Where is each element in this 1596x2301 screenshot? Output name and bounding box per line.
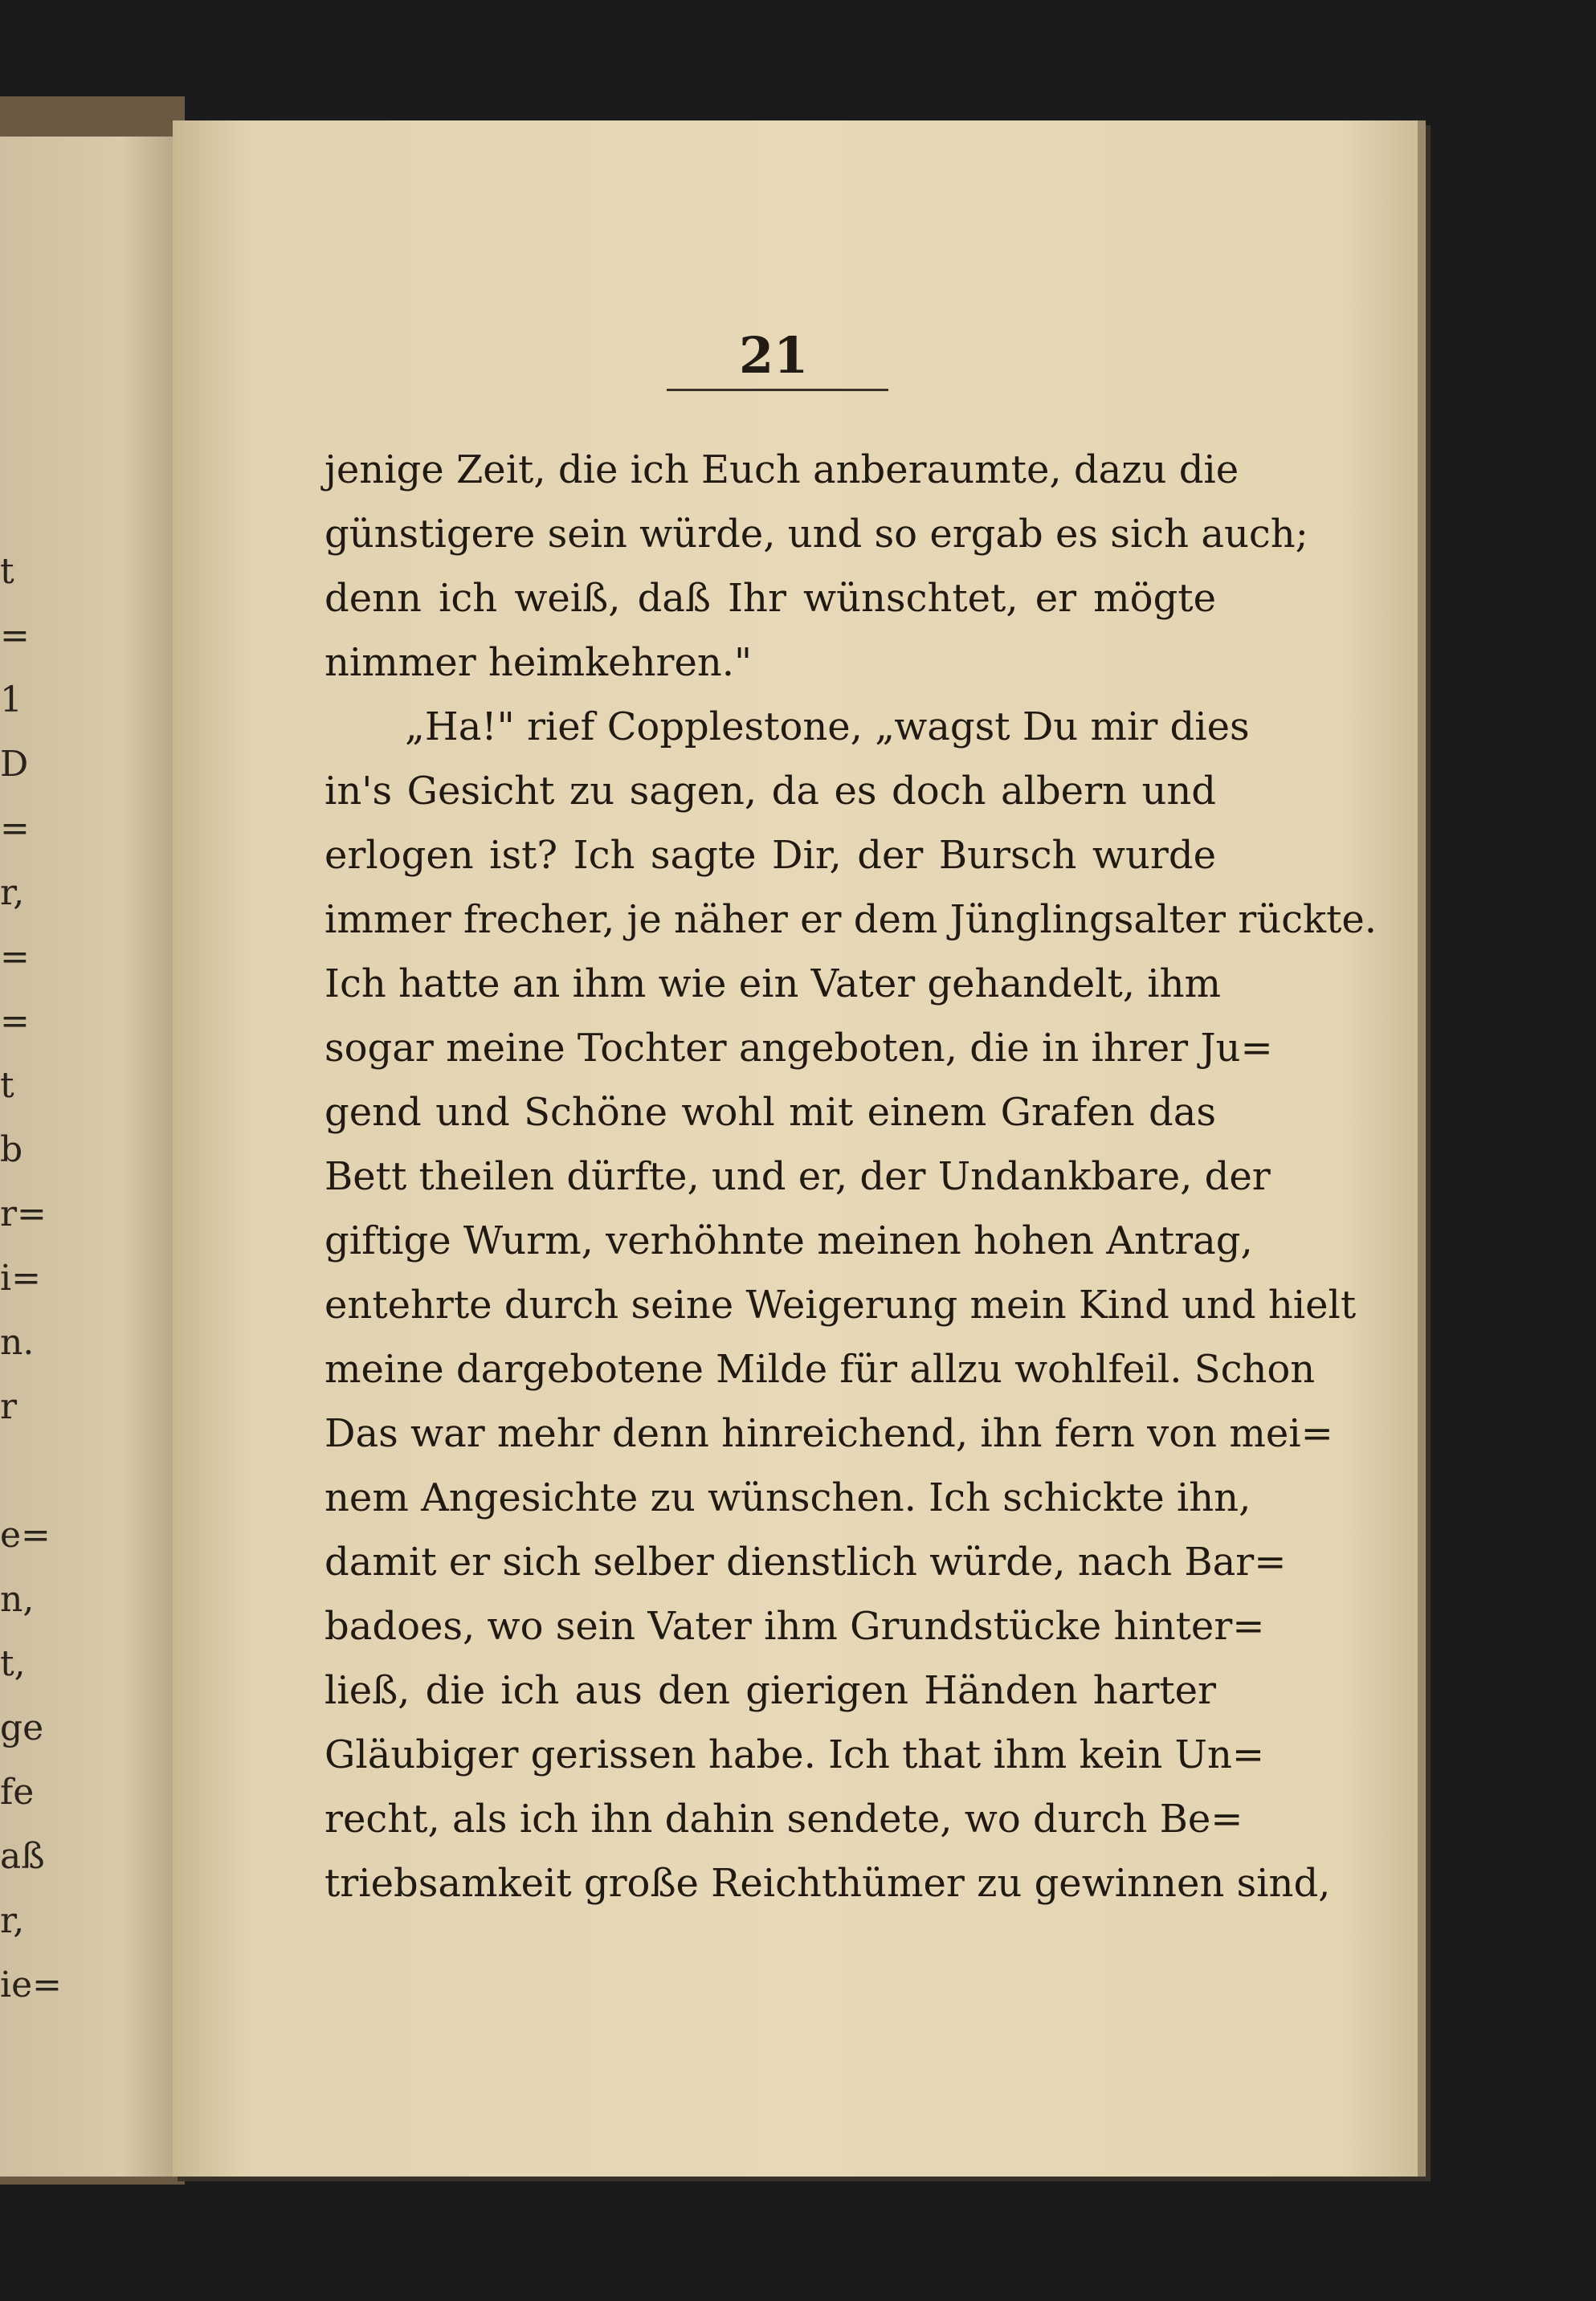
text-line: ließ, die ich aus den gierigen Händen harter: [325, 1668, 1216, 1713]
left-fragment: =: [0, 615, 30, 656]
left-fragment: b: [0, 1129, 23, 1170]
left-fragment: i=: [0, 1258, 41, 1299]
left-fragment: fe: [0, 1772, 35, 1813]
text-line: gend und Schöne wohl mit einem Grafen das: [325, 1090, 1216, 1135]
text-line: recht, als ich ihn dahin sendete, wo durch Be=: [325, 1797, 1243, 1842]
left-fragment: n.: [0, 1322, 35, 1363]
left-fragment: ie=: [0, 1964, 62, 2005]
page-number: 21: [739, 326, 809, 385]
left-fragment: D: [0, 744, 29, 785]
text-line: badoes, wo sein Vater ihm Grundstücke hinter=: [325, 1604, 1265, 1649]
left-page: [0, 137, 173, 2177]
text-line: entehrte durch seine Weigerung mein Kind und hielt: [325, 1283, 1357, 1328]
left-fragment: t: [0, 1065, 14, 1106]
left-fragment: n,: [0, 1579, 35, 1620]
text-line: nem Angesichte zu wünschen. Ich schickte ihn,: [325, 1475, 1251, 1520]
text-line: günstigere sein würde, und so ergab es sich auch;: [325, 512, 1308, 557]
text-line: in's Gesicht zu sagen, da es doch albern und: [325, 769, 1216, 814]
text-line: nimmer heimkehren.": [325, 640, 753, 685]
text-line: sogar meine Tochter angeboten, die in ihrer Ju=: [325, 1026, 1273, 1071]
text-line: giftige Wurm, verhöhnte meinen hohen Antrag,: [325, 1218, 1253, 1263]
left-fragment: ge: [0, 1707, 44, 1748]
text-line: Bett theilen dürfte, und er, der Undankbare, der: [325, 1154, 1271, 1199]
text-line: erlogen ist? Ich sagte Dir, der Bursch wurde: [325, 833, 1216, 878]
left-fragment: =: [0, 1001, 30, 1042]
text-line: meine dargebotene Milde für allzu wohlfeil. Schon: [325, 1347, 1316, 1392]
left-fragment: =: [0, 808, 30, 849]
text-line: Das war mehr denn hinreichend, ihn fern von mei=: [325, 1411, 1333, 1456]
left-fragment: t,: [0, 1643, 26, 1684]
left-fragment: r,: [0, 1900, 25, 1941]
text-line: immer frecher, je näher er dem Jünglingsalter rückte.: [325, 897, 1378, 942]
text-line: damit er sich selber dienstlich würde, nach Bar=: [325, 1540, 1287, 1585]
left-fragment: t: [0, 551, 14, 592]
left-fragment: r,: [0, 872, 25, 913]
left-fragment: aß: [0, 1836, 45, 1877]
text-line: triebsamkeit große Reichthümer zu gewinnen sind,: [325, 1861, 1331, 1906]
text-line: denn ich weiß, daß Ihr wünschtet, er mögte: [325, 576, 1216, 621]
left-fragment: =: [0, 936, 30, 977]
left-fragment: r=: [0, 1193, 47, 1234]
left-fragment: 1: [0, 679, 22, 720]
text-line: Ich hatte an ihm wie ein Vater gehandelt, ihm: [325, 961, 1222, 1006]
left-fragment: r: [0, 1386, 18, 1427]
body-text: [325, 438, 1378, 1915]
left-fragment: e=: [0, 1515, 51, 1556]
page-number-rule: [667, 389, 888, 391]
text-line: „Ha!" rief Copplestone, „wagst Du mir dies: [405, 704, 1250, 749]
text-line: jenige Zeit, die ich Euch anberaumte, dazu die: [325, 447, 1239, 492]
text-line: Gläubiger gerissen habe. Ich that ihm kein Un=: [325, 1732, 1265, 1777]
